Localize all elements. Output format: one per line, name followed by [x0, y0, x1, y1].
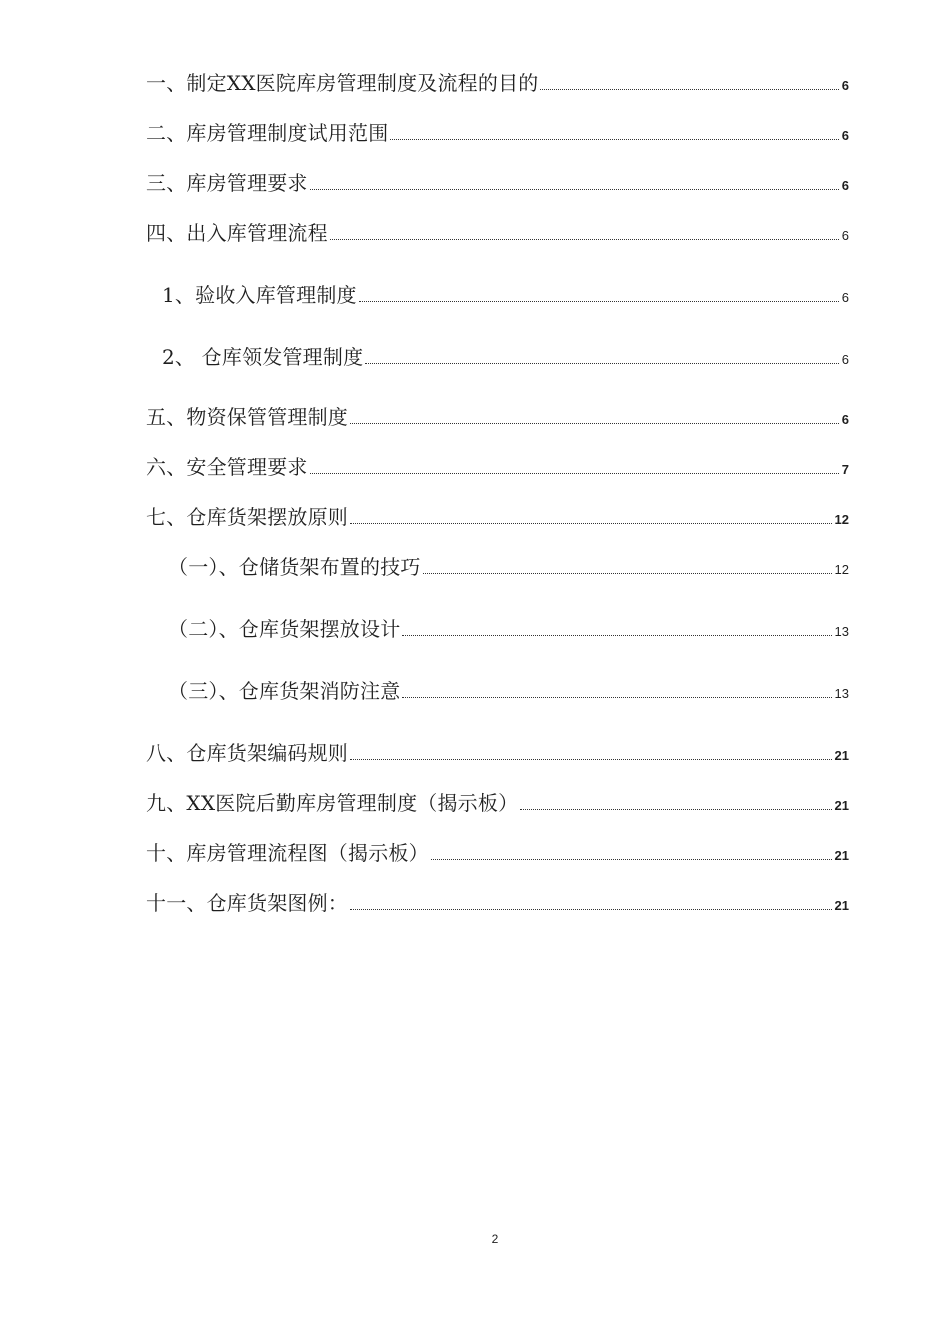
toc-leader-dots — [350, 422, 839, 424]
toc-entry-label: 九、XX医院后勤库房管理制度（揭示板） — [146, 791, 519, 815]
toc-leader-dots — [350, 908, 832, 910]
toc-leader-dots — [359, 300, 839, 302]
toc-entry[interactable] — [146, 450, 849, 480]
toc-entry-page: 12 — [834, 562, 849, 577]
toc-entry-page: 21 — [834, 798, 849, 813]
page-number: 2 — [491, 1232, 499, 1246]
toc-entry-page: 6 — [841, 178, 849, 193]
toc-entry-label: 六、安全管理要求 — [146, 455, 308, 479]
toc-entry-label: （三）、仓库货架消防注意 — [168, 679, 401, 703]
toc-leader-dots — [423, 572, 832, 574]
toc-entry-page: 21 — [834, 898, 849, 913]
toc-entry[interactable] — [146, 836, 849, 866]
toc-subentry[interactable] — [168, 674, 849, 704]
toc-entry-label: 十一、仓库货架图例： — [146, 891, 348, 915]
toc-subentry[interactable] — [168, 612, 849, 642]
toc-entry-page: 21 — [834, 848, 849, 863]
toc-entry-label: 四、出入库管理流程 — [146, 221, 328, 245]
toc-leader-dots — [520, 808, 831, 810]
toc-leader-dots — [310, 472, 839, 474]
toc-entry-label: 三、库房管理要求 — [146, 171, 308, 195]
toc-entry-label: 1、验收入库管理制度 — [162, 283, 357, 307]
toc-subentry[interactable] — [162, 340, 849, 370]
toc-entry[interactable] — [146, 116, 849, 146]
toc-entry-label: 七、仓库货架摆放原则 — [146, 505, 348, 529]
toc-entry-page: 12 — [834, 512, 849, 527]
toc-subentry[interactable] — [168, 550, 849, 580]
toc-entry-label: 八、仓库货架编码规则 — [146, 741, 348, 765]
toc-entry[interactable] — [146, 786, 849, 816]
toc-entry-page: 13 — [834, 624, 849, 639]
toc-leader-dots — [310, 188, 839, 190]
toc-entry-label: 十、库房管理流程图（揭示板） — [146, 841, 429, 865]
toc-leader-dots — [431, 858, 832, 860]
toc-entry-page: 6 — [841, 290, 849, 305]
toc-leader-dots — [402, 696, 831, 698]
toc-leader-dots — [330, 238, 839, 240]
toc-entry-page: 6 — [841, 412, 849, 427]
toc-entry-page: 7 — [841, 462, 849, 477]
toc-entry[interactable] — [146, 886, 849, 916]
toc-entry-label: （二）、仓库货架摆放设计 — [168, 617, 401, 641]
toc-leader-dots — [350, 522, 832, 524]
toc-entry[interactable] — [146, 736, 849, 766]
toc-entry-page: 21 — [834, 748, 849, 763]
toc-entry-label: 2、 仓库领发管理制度 — [162, 345, 364, 369]
toc-leader-dots — [365, 362, 838, 364]
toc-leader-dots — [540, 88, 838, 90]
toc-entry-label: （一）、仓储货架布置的技巧 — [168, 555, 421, 579]
toc-entry[interactable] — [146, 400, 849, 430]
toc-entry[interactable] — [146, 500, 849, 530]
toc-entry[interactable] — [146, 216, 849, 246]
toc-entry-page: 6 — [841, 78, 849, 93]
toc-entry-page: 6 — [841, 128, 849, 143]
toc-entry-label: 一、制定XX医院库房管理制度及流程的目的 — [146, 71, 539, 95]
toc-entry[interactable] — [146, 166, 849, 196]
toc-leader-dots — [350, 758, 832, 760]
toc-entry[interactable] — [146, 66, 849, 96]
toc-subentry[interactable] — [162, 278, 849, 308]
toc-leader-dots — [390, 138, 838, 140]
toc-leader-dots — [402, 634, 831, 636]
toc-entry-page: 6 — [841, 228, 849, 243]
toc-entry-page: 6 — [841, 352, 849, 367]
toc-entry-label: 二、库房管理制度试用范围 — [146, 121, 389, 145]
toc-entry-page: 13 — [834, 686, 849, 701]
toc-entry-label: 五、物资保管管理制度 — [146, 405, 348, 429]
